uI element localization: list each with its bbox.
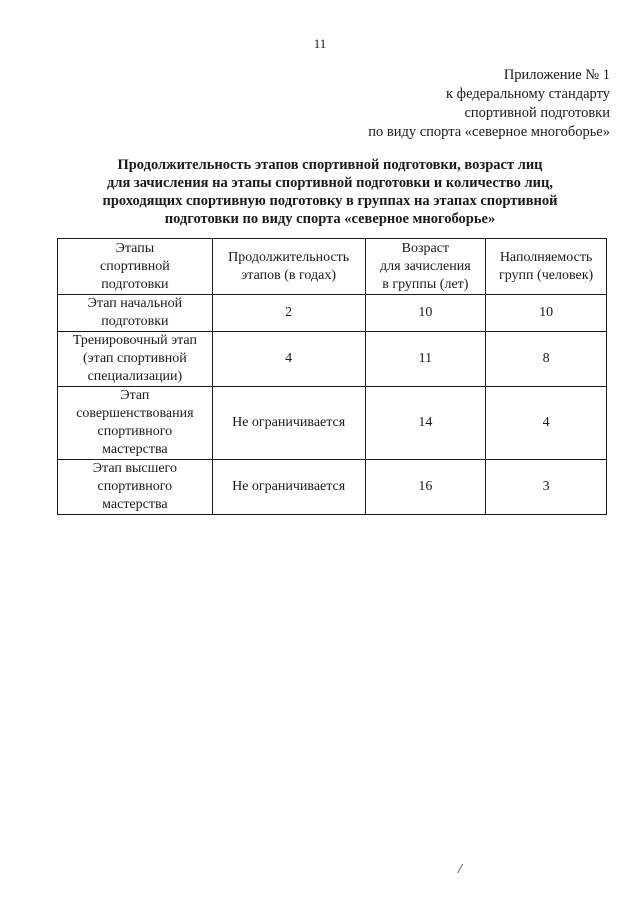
- cell-group-size: 4: [486, 387, 607, 460]
- cell-age: 16: [365, 460, 486, 515]
- signature-mark: /: [458, 862, 462, 877]
- document-title: [60, 156, 600, 228]
- table-row: [58, 460, 607, 515]
- cell-group-size: 3: [486, 460, 607, 515]
- cell-stage: Этап высшего спортивного мастерства: [58, 460, 213, 515]
- cell-age: 14: [365, 387, 486, 460]
- cell-age: 11: [365, 332, 486, 387]
- cell-age: 10: [365, 295, 486, 332]
- cell-stage: Этап совершенствования спортивного мастерства: [58, 387, 213, 460]
- appendix-line: по виду спорта «северное многоборье»: [368, 124, 610, 140]
- cell-group-size: 8: [486, 332, 607, 387]
- header-group-size: Наполняемость групп (человек): [486, 239, 607, 295]
- header-duration: Продолжительность этапов (в годах): [212, 239, 365, 295]
- header-stages: Этапы спортивной подготовки: [58, 239, 213, 295]
- title-line: подготовки по виду спорта «северное многоборье»: [164, 211, 496, 227]
- cell-duration: Не ограничивается: [212, 460, 365, 515]
- table-row: [58, 332, 607, 387]
- header-age: Возраст для зачисления в группы (лет): [365, 239, 486, 295]
- cell-duration: 4: [212, 332, 365, 387]
- appendix-line: Приложение № 1: [503, 67, 610, 83]
- table-row: [58, 387, 607, 460]
- cell-group-size: 10: [486, 295, 607, 332]
- cell-duration: Не ограничивается: [212, 387, 365, 460]
- title-line: для зачисления на этапы спортивной подготовки и количество лиц,: [106, 175, 554, 191]
- cell-stage: Тренировочный этап (этап спортивной специализации): [58, 332, 213, 387]
- title-line: Продолжительность этапов спортивной подготовки, возраст лиц: [117, 157, 543, 173]
- table-header-row: [58, 239, 607, 295]
- stages-table: [57, 238, 607, 515]
- appendix-header: [368, 66, 610, 142]
- title-line: проходящих спортивную подготовку в группах на этапах спортивной: [102, 193, 558, 209]
- cell-duration: 2: [212, 295, 365, 332]
- cell-stage: Этап начальной подготовки: [58, 295, 213, 332]
- appendix-line: спортивной подготовки: [464, 105, 610, 121]
- page-number: 11: [313, 36, 327, 51]
- table-row: [58, 295, 607, 332]
- appendix-line: к федеральному стандарту: [446, 86, 610, 102]
